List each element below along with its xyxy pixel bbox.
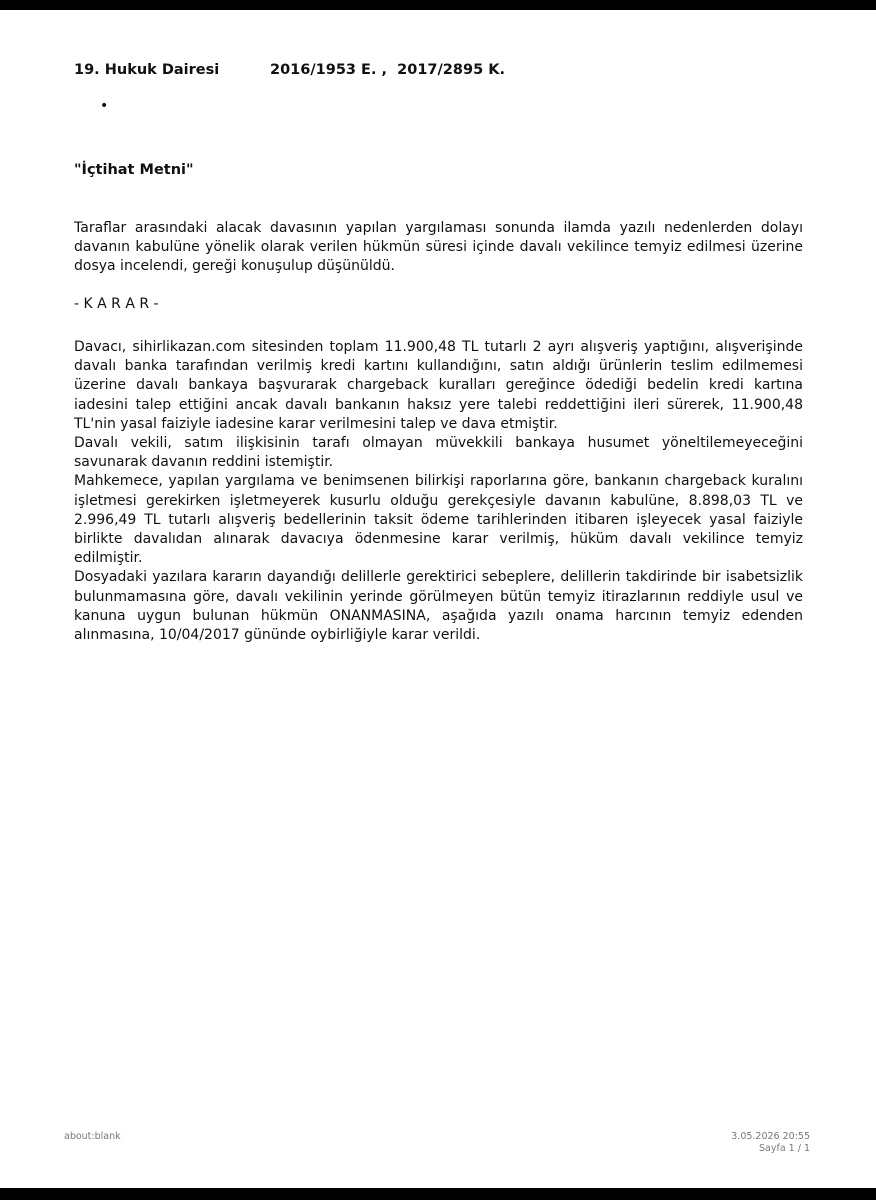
bullet-marker: • [100,98,109,114]
case-header [74,62,505,78]
footer-url: about:blank [64,1131,121,1142]
header-separator: , [376,62,388,78]
document-page [0,10,876,1188]
footer-page-number: Sayfa 1 / 1 [759,1143,810,1154]
intro-paragraph: Taraflar arasındaki alacak davasının yapılan yargılaması sonunda ilamda yazılı nedenlerden dolayı davanın kabulüne yönelik olarak verilen hükmün süresi içinde davalı vekilince temyiz edilmesi üzerine dosya incelendi, gereği konuşulup düşünüldü. [74,220,803,275]
decision-paragraph: Mahkemece, yapılan yargılama ve benimsenen bilirkişi raporlarına göre, bankanın chargeback kuralını işletmesi gerekirken işletmeyerek kusurlu olduğu gerekçesiyle davanın kabulüne, 8.898,03 TL ve 2.996,49 TL tutarlı alışveriş bedellerinin taksit ödeme tarihlerinden itibaren işleyecek yasal faiziyle birlikte davalıdan alınarak davacıya ödenmesine karar verilmiş, hüküm davalı vekilince temyiz edilmiştir. [74,473,803,567]
esas-number: 2016/1953 E. [270,62,377,78]
court-name: 19. Hukuk Dairesi [74,62,220,78]
decision-paragraph: Davalı vekili, satım ilişkisinin tarafı olmayan müvekkili bankaya husumet yöneltilemeyeceğini savunarak davanın reddini istemiştir. [74,435,803,471]
footer-info [731,1131,810,1155]
document-title: "İçtihat Metni" [74,162,194,178]
karar-number: 2017/2895 K. [397,62,505,78]
decision-body [74,338,803,645]
footer-datetime: 3.05.2026 20:55 [731,1131,810,1142]
decision-paragraph: Dosyadaki yazılara kararın dayandığı delillerle gerektirici sebeplere, delillerin takdirinde bir isabetsizlik bulunmamasına göre, davalı vekilinin yerinde görülmeyen bütün temyiz itirazlarının reddiyle usul ve kanuna uygun bulunan hükmün ONANMASINA, aşağıda yazılı onama harcının temyiz edenden alınmasına, 10/04/2017 gününde oybirliğiyle karar verildi. [74,569,803,644]
karar-heading: - K A R A R - [74,296,159,312]
decision-paragraph: Davacı, sihirlikazan.com sitesinden toplam 11.900,48 TL tutarlı 2 ayrı alışveriş yaptığını, alışverişinde davalı banka tarafından verilmiş kredi kartını kullandığını, satın aldığı ürünlerin teslim edilmemesi üzerine davalı bankaya başvurarak chargeback kuralları gereğince ödediği bedelin kredi kartına iadesini talep ettiğini ancak davalı bankanın haksız yere talebi reddettiğini ileri sürerek, 11.900,48 TL'nin yasal faiziyle iadesine karar verilmesini talep ve dava etmiştir. [74,339,803,432]
